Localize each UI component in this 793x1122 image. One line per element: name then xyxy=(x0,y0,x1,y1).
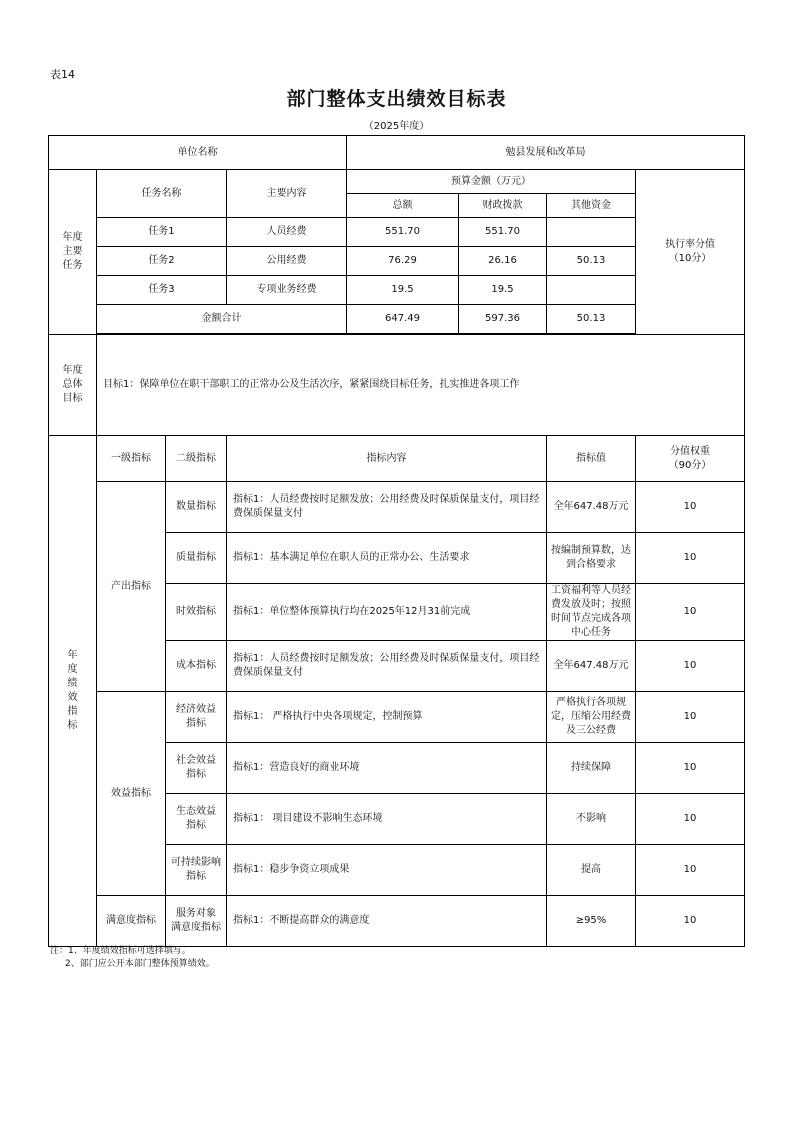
budget-header: 预算金额（万元） xyxy=(347,170,636,194)
sum-total: 647.49 xyxy=(347,305,459,334)
level2-header: 二级指标 xyxy=(166,436,227,482)
level2-cell: 数量指标 xyxy=(166,482,227,533)
indicator-value: 持续保障 xyxy=(547,743,636,794)
indicator-weight: 10 xyxy=(636,584,745,641)
task-content: 公用经费 xyxy=(227,247,347,276)
indicator-content: 指标1：不断提高群众的满意度 xyxy=(227,896,547,947)
indicator-value: 按编制预算数，达到合格要求 xyxy=(547,533,636,584)
indicator-row xyxy=(49,692,745,743)
indicator-content: 指标1：人员经费按时足额发放；公用经费及时保质保量支付，项目经费保质保量支付 xyxy=(227,641,547,692)
task-name-header: 任务名称 xyxy=(97,170,227,218)
task-name: 任务2 xyxy=(97,247,227,276)
level2-cell: 服务对象 满意度指标 xyxy=(166,896,227,947)
indicator-content: 指标1：单位整体预算执行均在2025年12月31前完成 xyxy=(227,584,547,641)
sum-other: 50.13 xyxy=(547,305,636,334)
task-other xyxy=(547,276,636,305)
task-section-label: 年度 主要 任务 xyxy=(49,170,97,335)
indicator-content: 指标1：基本满足单位在职人员的正常办公、生活要求 xyxy=(227,533,547,584)
weight-header: 分值权重 （90分） xyxy=(636,436,745,482)
task-fiscal: 26.16 xyxy=(459,247,547,276)
indicator-weight: 10 xyxy=(636,896,745,947)
level2-cell: 质量指标 xyxy=(166,533,227,584)
level2-cell: 成本指标 xyxy=(166,641,227,692)
level2-cell: 可持续影响 指标 xyxy=(166,845,227,896)
indicator-weight: 10 xyxy=(636,794,745,845)
indicator-value: 工资福利等人员经费发放及时；按照时间节点完成各项中心任务 xyxy=(547,584,636,641)
footnote: 注：1、年度绩效指标可选择填写。 xyxy=(50,946,191,956)
indicator-weight: 10 xyxy=(636,743,745,794)
indicator-value: 全年647.48万元 xyxy=(547,641,636,692)
indicator-value: 严格执行各项规定，压缩公用经费及三公经费 xyxy=(547,692,636,743)
level1-group: 满意度指标 xyxy=(97,896,166,947)
goal-text: 目标1：保障单位在职干部职工的正常办公及生活次序，紧紧围绕目标任务，扎实推进各项工作 xyxy=(97,335,745,436)
task-content-header: 主要内容 xyxy=(227,170,347,218)
indicator-section-label: 年 度 绩 效 指 标 xyxy=(49,436,97,947)
level1-header: 一级指标 xyxy=(97,436,166,482)
indicator-weight: 10 xyxy=(636,641,745,692)
task-name: 任务3 xyxy=(97,276,227,305)
indicator-value: 全年647.48万元 xyxy=(547,482,636,533)
task-header-row xyxy=(49,170,745,194)
sum-label: 金额合计 xyxy=(97,305,347,334)
indicator-value: 提高 xyxy=(547,845,636,896)
budget-total-header: 总额 xyxy=(347,194,459,218)
performance-table xyxy=(48,135,745,947)
task-content: 专项业务经费 xyxy=(227,276,347,305)
footnotes xyxy=(50,945,215,971)
indicator-header-row xyxy=(49,436,745,482)
year-label: （2025年度） xyxy=(363,121,430,132)
execution-score-label: 执行率分值 （10分） xyxy=(636,170,745,335)
level2-cell: 时效指标 xyxy=(166,584,227,641)
goal-label: 年度 总体 目标 xyxy=(49,335,97,436)
indicator-content: 指标1：营造良好的商业环境 xyxy=(227,743,547,794)
indicator-weight: 10 xyxy=(636,845,745,896)
task-content: 人员经费 xyxy=(227,218,347,247)
indicator-content: 指标1：稳步争资立项成果 xyxy=(227,845,547,896)
indicator-content: 指标1： 严格执行中央各项规定，控制预算 xyxy=(227,692,547,743)
budget-other-header: 其他资金 xyxy=(547,194,636,218)
table-number: 表14 xyxy=(50,68,75,81)
page-title: 部门整体支出绩效目标表 xyxy=(286,88,507,110)
indicator-weight: 10 xyxy=(636,533,745,584)
unit-label: 单位名称 xyxy=(49,136,347,170)
task-name: 任务1 xyxy=(97,218,227,247)
footnote: 2、部门应公开本部门整体预算绩效。 xyxy=(65,959,215,969)
task-total: 551.70 xyxy=(347,218,459,247)
task-fiscal: 551.70 xyxy=(459,218,547,247)
unit-value: 勉县发展和改革局 xyxy=(347,136,745,170)
indicator-row xyxy=(49,482,745,533)
indicator-content: 指标1： 项目建设不影响生态环境 xyxy=(227,794,547,845)
indicator-value: 不影响 xyxy=(547,794,636,845)
level2-cell: 生态效益 指标 xyxy=(166,794,227,845)
level2-cell: 经济效益 指标 xyxy=(166,692,227,743)
indicator-content: 指标1：人员经费按时足额发放；公用经费及时保质保量支付，项目经费保质保量支付 xyxy=(227,482,547,533)
goal-row xyxy=(49,335,745,436)
task-other: 50.13 xyxy=(547,247,636,276)
content-header: 指标内容 xyxy=(227,436,547,482)
indicator-weight: 10 xyxy=(636,692,745,743)
indicator-value: ≥95% xyxy=(547,896,636,947)
task-total: 76.29 xyxy=(347,247,459,276)
level2-cell: 社会效益 指标 xyxy=(166,743,227,794)
task-other xyxy=(547,218,636,247)
task-fiscal: 19.5 xyxy=(459,276,547,305)
level1-group: 产出指标 xyxy=(97,482,166,692)
task-total: 19.5 xyxy=(347,276,459,305)
level1-group: 效益指标 xyxy=(97,692,166,896)
indicator-weight: 10 xyxy=(636,482,745,533)
sum-fiscal: 597.36 xyxy=(459,305,547,334)
unit-row xyxy=(49,136,745,170)
value-header: 指标值 xyxy=(547,436,636,482)
budget-fiscal-header: 财政拨款 xyxy=(459,194,547,218)
indicator-row xyxy=(49,896,745,947)
